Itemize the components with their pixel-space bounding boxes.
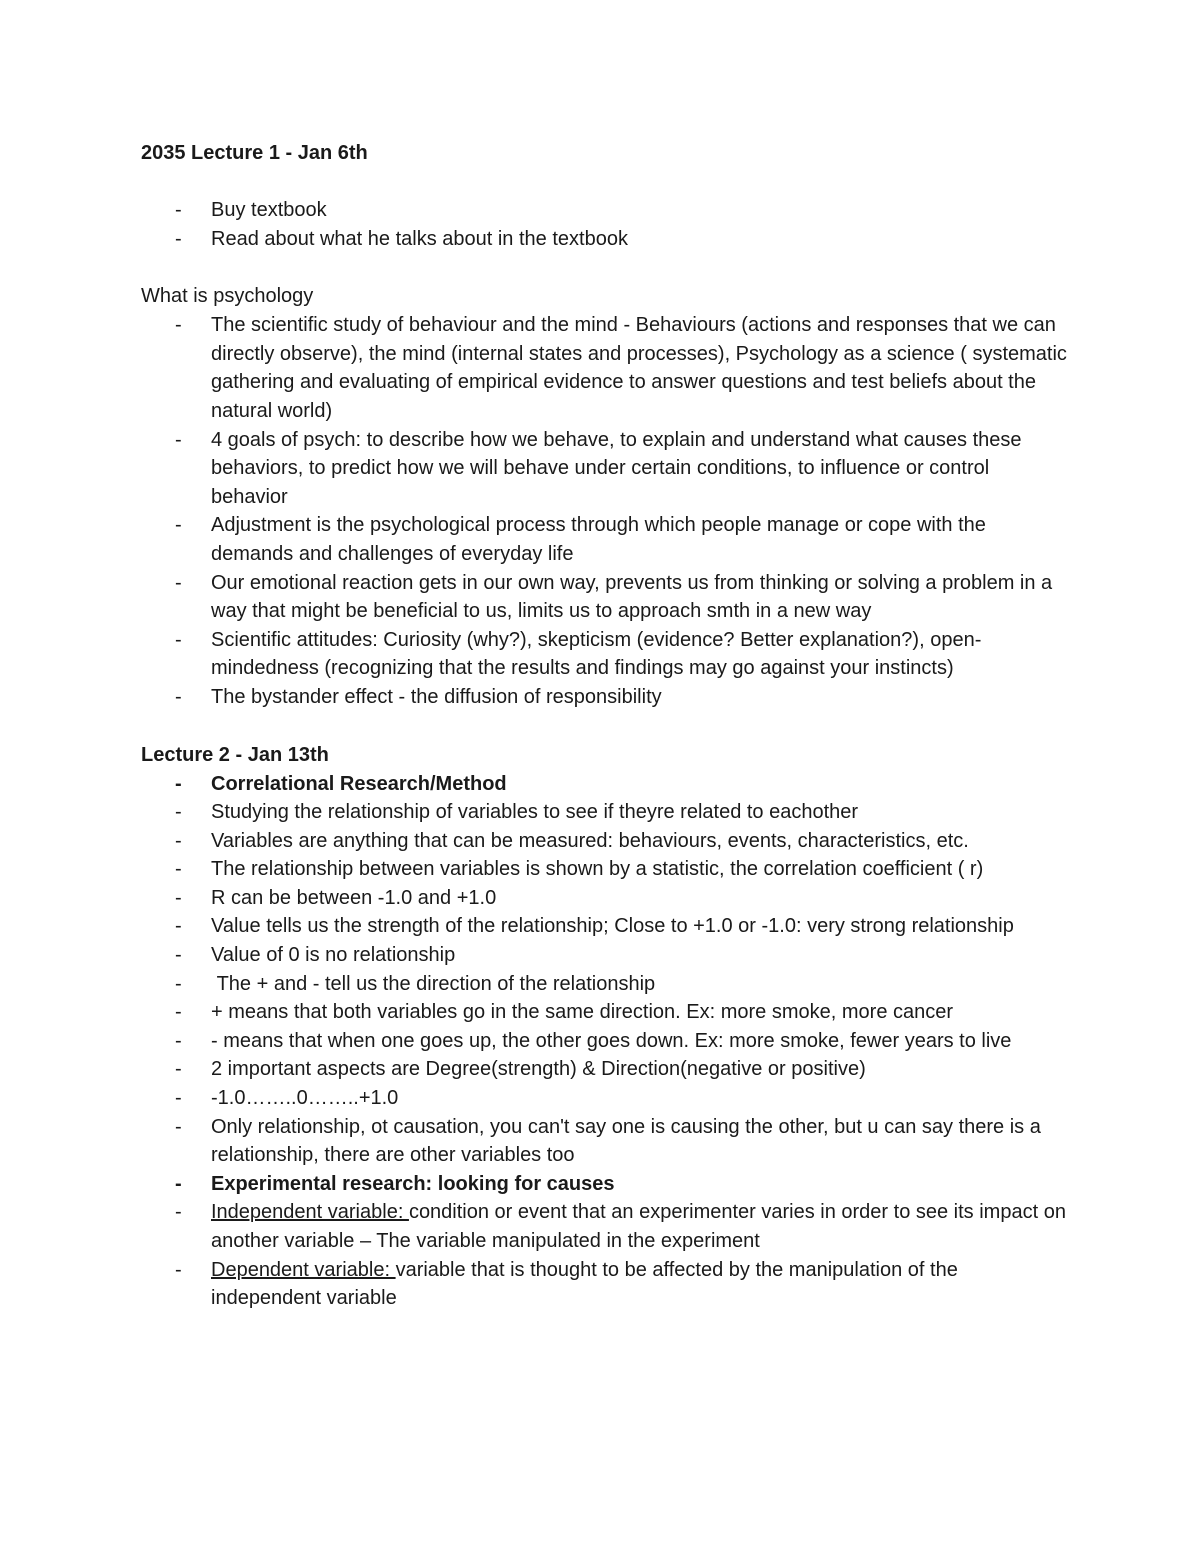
spacer <box>141 168 1071 196</box>
list-item: - Variables are anything that can be measured: behaviours, events, characteristics, etc. <box>175 829 969 852</box>
list-item: - Adjustment is the psychological process through which people manage or cope with the demands and challenges of everyday life <box>175 514 986 565</box>
document-page <box>141 139 1071 1313</box>
lecture1-notes-list <box>141 311 1071 711</box>
list-item-dependent-variable: - Dependent variable: variable that is thought to be affected by the manipulation of the independent variable <box>175 1258 958 1310</box>
list-item: - 2 important aspects are Degree(strength) & Direction(negative or positive) <box>175 1058 866 1081</box>
list-item: - + means that both variables go in the same direction. Ex: more smoke, more cancer <box>175 1001 954 1024</box>
spacer <box>141 253 1071 282</box>
list-item: - Value tells us the strength of the relationship; Close to +1.0 or -1.0: very strong relationship <box>175 915 1014 938</box>
list-item: - The relationship between variables is shown by a statistic, the correlation coefficient ( r) <box>175 858 984 881</box>
list-item: - The scientific study of behaviour and the mind - Behaviours (actions and responses that we can directly observe), the mind (internal states and processes), Psychology as a science ( systematic gathering and evaluating of empirical evidence to answer questions and test beliefs about the natural world) <box>175 314 1067 422</box>
lecture2-notes-list <box>141 770 1071 1313</box>
lecture2-title: Lecture 2 - Jan 13th <box>141 743 329 766</box>
lecture1-subheading: What is psychology <box>141 285 314 308</box>
list-item: - - means that when one goes up, the other goes down. Ex: more smoke, fewer years to live <box>175 1029 1012 1052</box>
list-item: - R can be between -1.0 and +1.0 <box>175 886 497 909</box>
list-item: - Only relationship, ot causation, you can't say one is causing the other, but u can say there is a relationship, there are other variables too <box>175 1115 1041 1167</box>
list-item: - 4 goals of psych: to describe how we behave, to explain and understand what causes these behaviors, to predict how we will behave under certain conditions, to influence or control behavior <box>175 428 1022 508</box>
lecture1-title: 2035 Lecture 1 - Jan 6th <box>141 142 368 164</box>
list-item: - The + and - tell us the direction of the relationship <box>175 972 656 995</box>
list-item-independent-variable: - Independent variable: condition or event that an experimenter varies in order to see its impact on another variable – The variable manipulated in the experiment <box>175 1201 1066 1252</box>
list-item-heading: - Correlational Research/Method <box>175 772 507 795</box>
list-item: - Buy textbook <box>175 199 327 221</box>
lecture1-todo-list <box>141 196 1071 253</box>
term-independent-variable: Independent variable: <box>211 1201 409 1224</box>
list-item: - Read about what he talks about in the textbook <box>175 227 628 250</box>
spacer <box>141 712 1071 741</box>
list-item: - Value of 0 is no relationship <box>175 944 456 967</box>
list-item: - Studying the relationship of variables to see if theyre related to eachother <box>175 801 859 824</box>
list-item: - -1.0……..0……..+1.0 <box>175 1087 399 1110</box>
term-dependent-variable: Dependent variable: <box>211 1258 396 1281</box>
list-item: - Our emotional reaction gets in our own way, prevents us from thinking or solving a problem in a way that might be beneficial to us, limits us to approach smth in a new way <box>175 571 1053 623</box>
list-item-heading: - Experimental research: looking for causes <box>175 1172 615 1195</box>
list-item: - The bystander effect - the diffusion of responsibility <box>175 685 662 708</box>
list-item: - Scientific attitudes: Curiosity (why?), skepticism (evidence? Better explanation?), open-mindedness (recognizing that the results and findings may go against your instincts) <box>175 628 982 680</box>
